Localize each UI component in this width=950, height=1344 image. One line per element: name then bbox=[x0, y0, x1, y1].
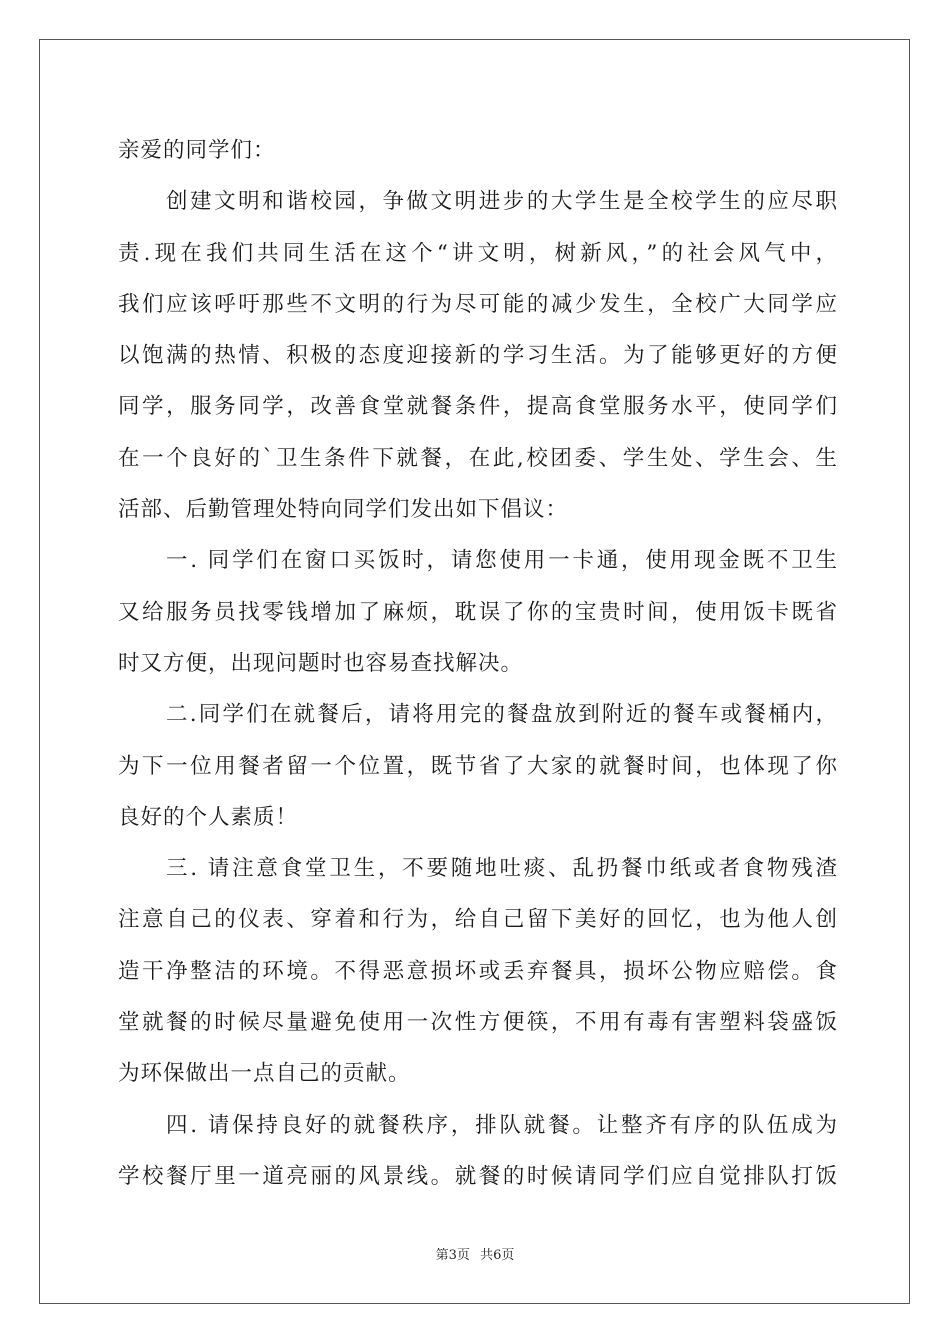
text-line: 时又方便，出现问题时也容易查找解决。 bbox=[118, 650, 524, 676]
text-line: 良好的个人素质！ bbox=[118, 804, 299, 830]
document-body bbox=[118, 125, 838, 1202]
page-footer bbox=[0, 1247, 950, 1265]
text-line: 我们应该呼吁那些不文明的行为尽可能的减少发生，全校广大同学应 bbox=[118, 291, 838, 317]
text-line: 为下一位用餐者留一个位置，既节省了大家的就餐时间，也体现了你 bbox=[118, 753, 838, 779]
text-line: 二.同学们在就餐后，请将用完的餐盘放到附近的餐车或餐桶内， bbox=[166, 702, 838, 728]
page-number: 第3页 bbox=[435, 1248, 470, 1263]
text-line: 以饱满的热情、积极的态度迎接新的学习生活。为了能够更好的方便 bbox=[118, 343, 838, 369]
text-line: 四. 请保持良好的就餐秩序，排队就餐。让整齐有序的队伍成为 bbox=[166, 1112, 838, 1138]
text-line: 在一个良好的`卫生条件下就餐，在此,校团委、学生处、学生会、生 bbox=[118, 445, 838, 471]
text-line: 造干净整洁的环境。不得恶意损坏或丢弃餐具，损坏公物应赔偿。食 bbox=[118, 958, 838, 984]
text-line: 为环保做出一点自己的贡献。 bbox=[118, 1061, 411, 1087]
text-line: 责.现在我们共同生活在这个“讲文明，树新风，”的社会风气中， bbox=[118, 240, 838, 266]
text-line: 亲爱的同学们： bbox=[118, 138, 276, 163]
page-total: 共6页 bbox=[480, 1248, 515, 1263]
text-line: 同学，服务同学，改善食堂就餐条件，提高食堂服务水平，使同学们 bbox=[118, 394, 838, 420]
text-line: 堂就餐的时候尽量避免使用一次性方便筷，不用有毒有害塑料袋盛饭 bbox=[118, 1010, 838, 1036]
text-line: 学校餐厅里一道亮丽的风景线。就餐的时候请同学们应自觉排队打饭 bbox=[118, 1163, 838, 1189]
text-line: 三. 请注意食堂卫生，不要随地吐痰、乱扔餐巾纸或者食物残渣 bbox=[166, 856, 838, 882]
text-line: 一. 同学们在窗口买饭时，请您使用一卡通，使用现金既不卫生 bbox=[166, 548, 838, 574]
text-line: 活部、后勤管理处特向同学们发出如下倡议： bbox=[118, 497, 569, 523]
text-line: 又给服务员找零钱增加了麻烦，耽误了你的宝贵时间，使用饭卡既省 bbox=[118, 599, 838, 625]
text-line: 注意自己的仪表、穿着和行为，给自己留下美好的回忆，也为他人创 bbox=[118, 907, 838, 933]
text-line: 创建文明和谐校园，争做文明进步的大学生是全校学生的应尽职 bbox=[166, 189, 838, 215]
